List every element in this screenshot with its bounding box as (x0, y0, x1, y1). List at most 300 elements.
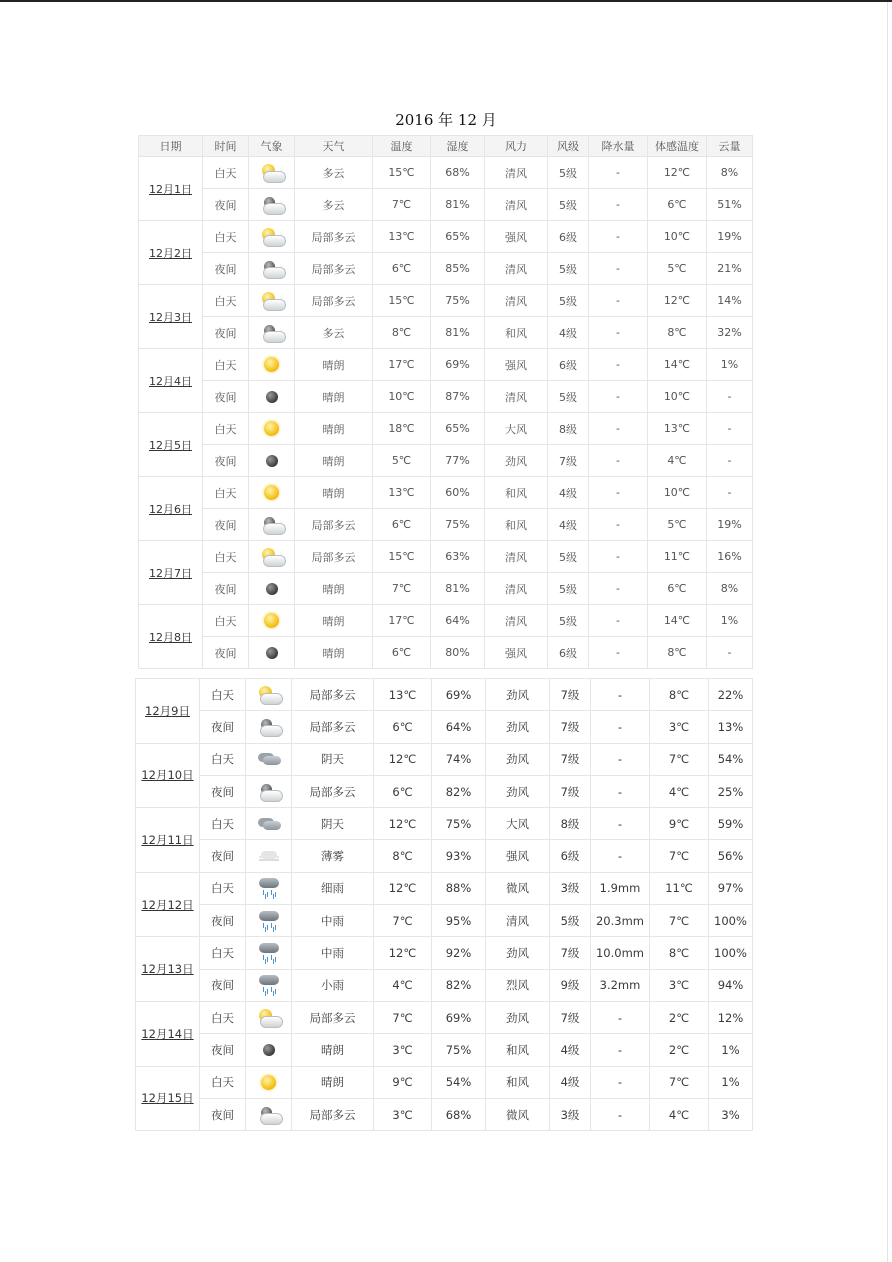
precipitation-cell: - (589, 349, 648, 381)
weather-cell: 局部多云 (292, 1001, 374, 1033)
temperature-cell: 6℃ (373, 509, 431, 541)
cloud-cover-cell: 1% (707, 605, 753, 637)
time-cell: 白天 (200, 679, 246, 711)
weather-icon-cell (249, 221, 295, 253)
wind-cell: 清风 (485, 189, 548, 221)
cloud-cover-cell: 16% (707, 541, 753, 573)
feels-like-cell: 11℃ (648, 541, 707, 573)
wind-level-cell: 9级 (550, 969, 591, 1001)
precipitation-cell: - (589, 541, 648, 573)
temperature-cell: 12℃ (374, 937, 432, 969)
wind-cell: 清风 (485, 605, 548, 637)
humidity-cell: 82% (432, 775, 486, 807)
time-cell: 白天 (200, 1001, 246, 1033)
cloud-cover-cell: 100% (709, 905, 753, 937)
precipitation-cell: 20.3mm (591, 905, 650, 937)
weather-cell: 局部多云 (295, 509, 373, 541)
weather-cell: 晴朗 (295, 605, 373, 637)
weather-cell: 局部多云 (295, 253, 373, 285)
precipitation-cell: 3.2mm (591, 969, 650, 1001)
cloud-cover-cell: - (707, 477, 753, 509)
precipitation-cell: - (589, 477, 648, 509)
date-cell: 12月13日 (136, 937, 200, 1002)
feels-like-cell: 14℃ (648, 605, 707, 637)
feels-like-cell: 14℃ (648, 349, 707, 381)
date-cell: 12月12日 (136, 872, 200, 937)
precipitation-cell: - (589, 189, 648, 221)
wind-level-cell: 5级 (548, 605, 589, 637)
wind-cell: 强风 (485, 221, 548, 253)
humidity-cell: 75% (432, 808, 486, 840)
cloud-moon-icon (256, 783, 282, 801)
wind-level-cell: 3级 (550, 1098, 591, 1130)
cloud-cover-cell: 13% (709, 711, 753, 743)
cloud-cover-cell: - (707, 445, 753, 477)
column-header: 云量 (707, 136, 753, 157)
weather-icon-cell (249, 509, 295, 541)
weather-cell: 晴朗 (295, 573, 373, 605)
cloud-sun-icon (259, 228, 285, 246)
weather-icon-cell (249, 285, 295, 317)
humidity-cell: 65% (431, 221, 485, 253)
table-row (136, 743, 753, 775)
column-header: 天气 (295, 136, 373, 157)
rain-icon (257, 910, 281, 932)
humidity-cell: 63% (431, 541, 485, 573)
weather-icon-cell (249, 605, 295, 637)
feels-like-cell: 2℃ (650, 1001, 709, 1033)
temperature-cell: 8℃ (374, 840, 432, 872)
feels-like-cell: 6℃ (648, 573, 707, 605)
weather-cell: 局部多云 (292, 775, 374, 807)
feels-like-cell: 10℃ (648, 381, 707, 413)
weather-icon-cell (249, 317, 295, 349)
cloud-cover-cell: 1% (707, 349, 753, 381)
cloud-sun-icon (256, 1009, 282, 1027)
wind-cell: 强风 (485, 637, 548, 669)
date-cell: 12月8日 (139, 605, 203, 669)
time-cell: 夜间 (200, 1098, 246, 1130)
temperature-cell: 13℃ (373, 221, 431, 253)
wind-cell: 和风 (485, 477, 548, 509)
humidity-cell: 68% (432, 1098, 486, 1130)
moon-icon (266, 583, 278, 595)
precipitation-cell: - (591, 743, 650, 775)
table-row (136, 1034, 753, 1066)
date-cell: 12月3日 (139, 285, 203, 349)
humidity-cell: 95% (432, 905, 486, 937)
date-cell: 12月5日 (139, 413, 203, 477)
wind-level-cell: 7级 (550, 743, 591, 775)
feels-like-cell: 10℃ (648, 221, 707, 253)
humidity-cell: 74% (432, 743, 486, 775)
cloud-cover-cell: 97% (709, 872, 753, 904)
temperature-cell: 6℃ (373, 253, 431, 285)
table-row (139, 477, 753, 509)
humidity-cell: 68% (431, 157, 485, 189)
wind-cell: 清风 (485, 381, 548, 413)
cloud-cover-cell: - (707, 413, 753, 445)
weather-icon-cell (246, 840, 292, 872)
cloud-moon-icon (259, 196, 285, 214)
precipitation-cell: - (591, 775, 650, 807)
cloud-cover-cell: 94% (709, 969, 753, 1001)
temperature-cell: 17℃ (373, 605, 431, 637)
wind-cell: 和风 (486, 1066, 550, 1098)
time-cell: 夜间 (203, 381, 249, 413)
cloud-cover-cell: 100% (709, 937, 753, 969)
wind-cell: 大风 (485, 413, 548, 445)
precipitation-cell: - (591, 840, 650, 872)
table-row (139, 509, 753, 541)
table-row (139, 157, 753, 189)
table-row (139, 189, 753, 221)
date-cell: 12月4日 (139, 349, 203, 413)
table-row (139, 413, 753, 445)
feels-like-cell: 7℃ (650, 905, 709, 937)
table-row (136, 808, 753, 840)
cloud-sun-icon (259, 292, 285, 310)
weather-cell: 局部多云 (295, 285, 373, 317)
time-cell: 夜间 (200, 840, 246, 872)
weather-icon-cell (246, 1066, 292, 1098)
cloud-cover-cell: - (707, 637, 753, 669)
feels-like-cell: 2℃ (650, 1034, 709, 1066)
cloud-cover-cell: 14% (707, 285, 753, 317)
weather-cell: 薄雾 (292, 840, 374, 872)
temperature-cell: 10℃ (373, 381, 431, 413)
wind-level-cell: 6级 (548, 349, 589, 381)
sun-icon (264, 421, 279, 436)
wind-level-cell: 5级 (548, 189, 589, 221)
feels-like-cell: 12℃ (648, 285, 707, 317)
precipitation-cell: - (589, 605, 648, 637)
weather-icon-cell (246, 679, 292, 711)
table-row (139, 637, 753, 669)
wind-cell: 微风 (486, 872, 550, 904)
table-row (136, 872, 753, 904)
column-header: 日期 (139, 136, 203, 157)
time-cell: 夜间 (200, 969, 246, 1001)
weather-icon-cell (249, 413, 295, 445)
time-cell: 夜间 (200, 775, 246, 807)
feels-like-cell: 8℃ (650, 937, 709, 969)
page-top-border (0, 0, 892, 2)
weather-icon-cell (246, 808, 292, 840)
column-header: 时间 (203, 136, 249, 157)
wind-level-cell: 8级 (548, 413, 589, 445)
wind-level-cell: 5级 (548, 157, 589, 189)
weather-icon-cell (246, 969, 292, 1001)
wind-cell: 和风 (486, 1034, 550, 1066)
weather-cell: 局部多云 (295, 221, 373, 253)
cloud-cover-cell: 21% (707, 253, 753, 285)
temperature-cell: 17℃ (373, 349, 431, 381)
wind-cell: 清风 (485, 285, 548, 317)
weather-icon-cell (246, 905, 292, 937)
wind-cell: 和风 (485, 317, 548, 349)
temperature-cell: 7℃ (374, 905, 432, 937)
page-right-border (887, 2, 888, 1262)
overcast-icon (256, 752, 282, 766)
feels-like-cell: 4℃ (648, 445, 707, 477)
weather-cell: 局部多云 (292, 679, 374, 711)
moon-icon (266, 391, 278, 403)
weather-icon-cell (249, 253, 295, 285)
humidity-cell: 65% (431, 413, 485, 445)
weather-cell: 局部多云 (295, 541, 373, 573)
wind-cell: 大风 (486, 808, 550, 840)
table-row (139, 541, 753, 573)
time-cell: 白天 (200, 1066, 246, 1098)
table-row (136, 905, 753, 937)
temperature-cell: 3℃ (374, 1034, 432, 1066)
time-cell: 白天 (203, 285, 249, 317)
table-row (136, 1066, 753, 1098)
humidity-cell: 82% (432, 969, 486, 1001)
humidity-cell: 85% (431, 253, 485, 285)
humidity-cell: 69% (432, 1001, 486, 1033)
temperature-cell: 12℃ (374, 808, 432, 840)
cloud-cover-cell: 25% (709, 775, 753, 807)
feels-like-cell: 8℃ (650, 679, 709, 711)
weather-icon-cell (246, 711, 292, 743)
table-row (136, 711, 753, 743)
table-row (136, 1098, 753, 1130)
wind-cell: 强风 (485, 349, 548, 381)
feels-like-cell: 12℃ (648, 157, 707, 189)
date-cell: 12月15日 (136, 1066, 200, 1131)
temperature-cell: 6℃ (373, 637, 431, 669)
column-header: 气象 (249, 136, 295, 157)
temperature-cell: 15℃ (373, 541, 431, 573)
feels-like-cell: 13℃ (648, 413, 707, 445)
wind-cell: 清风 (485, 253, 548, 285)
precipitation-cell: - (589, 157, 648, 189)
feels-like-cell: 4℃ (650, 1098, 709, 1130)
page-title: 2016 年 12 月 (395, 111, 497, 129)
precipitation-cell: - (589, 317, 648, 349)
time-cell: 夜间 (200, 905, 246, 937)
time-cell: 白天 (200, 808, 246, 840)
cloud-cover-cell: 12% (709, 1001, 753, 1033)
table-row (136, 840, 753, 872)
temperature-cell: 15℃ (373, 157, 431, 189)
wind-cell: 劲风 (486, 1001, 550, 1033)
cloud-cover-cell: 32% (707, 317, 753, 349)
wind-level-cell: 5级 (548, 285, 589, 317)
cloud-moon-icon (256, 718, 282, 736)
wind-cell: 劲风 (486, 937, 550, 969)
wind-level-cell: 5级 (548, 253, 589, 285)
date-cell: 12月10日 (136, 743, 200, 808)
date-cell: 12月14日 (136, 1001, 200, 1066)
feels-like-cell: 8℃ (648, 637, 707, 669)
wind-level-cell: 4级 (548, 477, 589, 509)
time-cell: 夜间 (203, 317, 249, 349)
column-header: 风级 (548, 136, 589, 157)
weather-icon-cell (246, 775, 292, 807)
precipitation-cell: - (589, 445, 648, 477)
precipitation-cell: - (589, 573, 648, 605)
time-cell: 白天 (203, 541, 249, 573)
table-row (139, 221, 753, 253)
cloud-moon-icon (259, 516, 285, 534)
wind-cell: 烈风 (486, 969, 550, 1001)
cloud-cover-cell: 19% (707, 509, 753, 541)
weather-icon-cell (249, 637, 295, 669)
precipitation-cell: - (589, 413, 648, 445)
cloud-cover-cell: 51% (707, 189, 753, 221)
wind-cell: 劲风 (486, 775, 550, 807)
humidity-cell: 60% (431, 477, 485, 509)
humidity-cell: 81% (431, 317, 485, 349)
sun-icon (264, 357, 279, 372)
sun-icon (264, 613, 279, 628)
temperature-cell: 8℃ (373, 317, 431, 349)
feels-like-cell: 8℃ (648, 317, 707, 349)
temperature-cell: 6℃ (374, 775, 432, 807)
humidity-cell: 81% (431, 189, 485, 221)
wind-level-cell: 7级 (550, 711, 591, 743)
time-cell: 白天 (203, 221, 249, 253)
table-row (136, 679, 753, 711)
time-cell: 白天 (203, 413, 249, 445)
weather-cell: 晴朗 (295, 445, 373, 477)
weather-cell: 阴天 (292, 808, 374, 840)
wind-cell: 劲风 (486, 743, 550, 775)
humidity-cell: 75% (431, 509, 485, 541)
sun-icon (261, 1075, 276, 1090)
cloud-moon-icon (259, 260, 285, 278)
wind-level-cell: 4级 (550, 1066, 591, 1098)
precipitation-cell: 10.0mm (591, 937, 650, 969)
precipitation-cell: - (591, 808, 650, 840)
wind-cell: 劲风 (486, 679, 550, 711)
humidity-cell: 54% (432, 1066, 486, 1098)
table-row (139, 317, 753, 349)
humidity-cell: 92% (432, 937, 486, 969)
wind-level-cell: 5级 (550, 905, 591, 937)
weather-table-1 (138, 135, 753, 669)
temperature-cell: 3℃ (374, 1098, 432, 1130)
date-cell: 12月11日 (136, 808, 200, 873)
wind-level-cell: 6级 (550, 840, 591, 872)
table-row (139, 605, 753, 637)
weather-cell: 晴朗 (292, 1034, 374, 1066)
wind-level-cell: 3级 (550, 872, 591, 904)
precipitation-cell: 1.9mm (591, 872, 650, 904)
cloud-cover-cell: 1% (709, 1034, 753, 1066)
moon-icon (266, 455, 278, 467)
temperature-cell: 12℃ (374, 743, 432, 775)
cloud-cover-cell: - (707, 381, 753, 413)
wind-level-cell: 7级 (550, 775, 591, 807)
feels-like-cell: 6℃ (648, 189, 707, 221)
overcast-icon (256, 817, 282, 831)
column-header: 湿度 (431, 136, 485, 157)
temperature-cell: 7℃ (373, 573, 431, 605)
precipitation-cell: - (591, 1066, 650, 1098)
humidity-cell: 88% (432, 872, 486, 904)
time-cell: 白天 (200, 937, 246, 969)
cloud-cover-cell: 19% (707, 221, 753, 253)
temperature-cell: 9℃ (374, 1066, 432, 1098)
weather-icon-cell (249, 477, 295, 509)
humidity-cell: 87% (431, 381, 485, 413)
column-header: 降水量 (589, 136, 648, 157)
table-row (139, 285, 753, 317)
table-row (136, 969, 753, 1001)
wind-level-cell: 7级 (548, 445, 589, 477)
wind-level-cell: 7级 (550, 1001, 591, 1033)
time-cell: 夜间 (203, 637, 249, 669)
wind-cell: 劲风 (486, 711, 550, 743)
wind-level-cell: 7级 (550, 937, 591, 969)
weather-cell: 晴朗 (295, 413, 373, 445)
weather-icon-cell (246, 1001, 292, 1033)
wind-cell: 和风 (485, 509, 548, 541)
moon-icon (266, 647, 278, 659)
weather-cell: 晴朗 (295, 349, 373, 381)
precipitation-cell: - (589, 637, 648, 669)
humidity-cell: 64% (431, 605, 485, 637)
weather-cell: 局部多云 (292, 1098, 374, 1130)
table-row (139, 445, 753, 477)
date-cell: 12月9日 (136, 679, 200, 744)
time-cell: 夜间 (200, 1034, 246, 1066)
wind-level-cell: 4级 (550, 1034, 591, 1066)
wind-cell: 清风 (486, 905, 550, 937)
time-cell: 白天 (200, 872, 246, 904)
temperature-cell: 12℃ (374, 872, 432, 904)
rain-icon (257, 877, 281, 899)
temperature-cell: 13℃ (373, 477, 431, 509)
wind-level-cell: 5级 (548, 573, 589, 605)
humidity-cell: 93% (432, 840, 486, 872)
temperature-cell: 6℃ (374, 711, 432, 743)
column-header: 体感温度 (648, 136, 707, 157)
cloud-moon-icon (256, 1106, 282, 1124)
time-cell: 夜间 (203, 253, 249, 285)
weather-cell: 晴朗 (295, 637, 373, 669)
time-cell: 夜间 (203, 445, 249, 477)
weather-icon-cell (246, 872, 292, 904)
feels-like-cell: 5℃ (648, 253, 707, 285)
column-header: 风力 (485, 136, 548, 157)
feels-like-cell: 3℃ (650, 711, 709, 743)
temperature-cell: 7℃ (373, 189, 431, 221)
precipitation-cell: - (589, 381, 648, 413)
weather-icon-cell (246, 743, 292, 775)
cloud-moon-icon (259, 324, 285, 342)
humidity-cell: 81% (431, 573, 485, 605)
feels-like-cell: 7℃ (650, 1066, 709, 1098)
date-cell: 12月7日 (139, 541, 203, 605)
weather-icon-cell (249, 349, 295, 381)
cloud-cover-cell: 22% (709, 679, 753, 711)
time-cell: 白天 (203, 605, 249, 637)
weather-icon-cell (249, 541, 295, 573)
wind-cell: 清风 (485, 157, 548, 189)
wind-level-cell: 5级 (548, 381, 589, 413)
cloud-cover-cell: 8% (707, 157, 753, 189)
table-row (139, 253, 753, 285)
table-row (139, 381, 753, 413)
cloud-sun-icon (259, 164, 285, 182)
feels-like-cell: 4℃ (650, 775, 709, 807)
precipitation-cell: - (591, 711, 650, 743)
